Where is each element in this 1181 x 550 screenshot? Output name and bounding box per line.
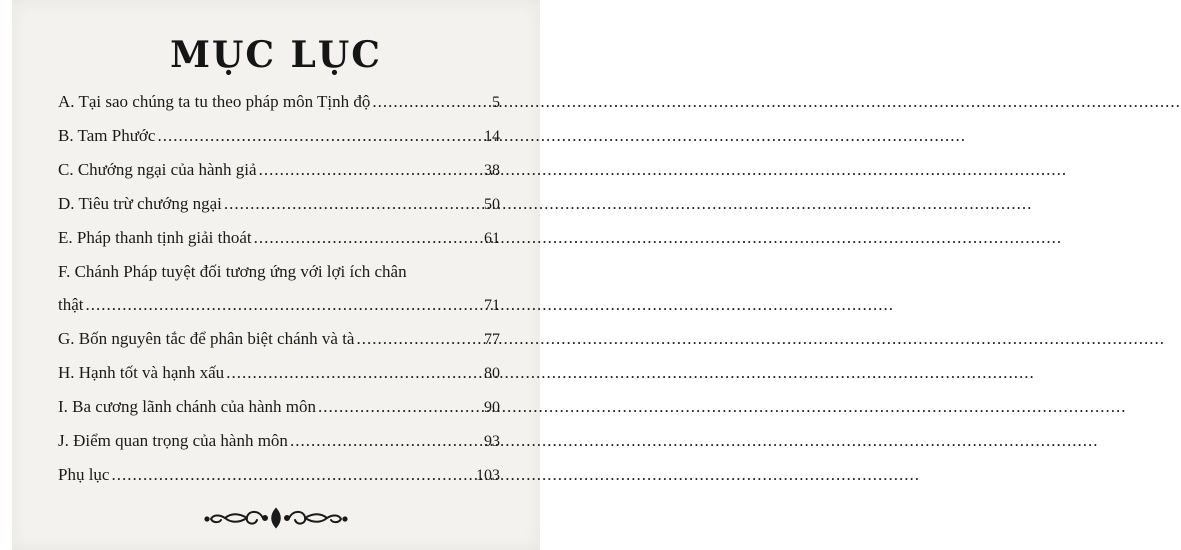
toc-entry-label: I. Ba cương lãnh chánh của hành môn — [58, 397, 317, 416]
toc-entry-label: G. Bốn nguyên tắc để phân biệt chánh và tà — [58, 329, 355, 348]
toc-entry-d — [58, 194, 500, 215]
toc-entry-page: 38 — [484, 162, 500, 179]
toc-entry-page: 93 — [484, 433, 500, 450]
page-title: MỤC LỤC — [170, 34, 382, 76]
toc-entry-label: B. Tam Phước — [58, 126, 156, 145]
toc-entry-label-line2: thật — [58, 295, 84, 314]
toc-entry-page: 5 — [492, 94, 500, 111]
leader-dots — [290, 431, 482, 451]
toc-entry-a — [58, 92, 500, 113]
toc-entry-e — [58, 228, 500, 249]
book-page — [12, 0, 540, 550]
toc-entry-page: 14 — [484, 128, 500, 145]
toc-entry-h — [58, 363, 500, 384]
toc-entry-label-line1: F. Chánh Pháp tuyệt đối tương ứng với lợi ích chân — [58, 262, 407, 281]
toc-entry-c — [58, 160, 500, 181]
leader-dots — [372, 92, 490, 112]
leader-dots — [224, 194, 482, 214]
toc-entry-label: Phụ lục — [58, 465, 110, 484]
toc-entry-page: 50 — [484, 196, 500, 213]
toc-entry-label: H. Hạnh tốt và hạnh xấu — [58, 363, 225, 382]
toc-entry-page: 80 — [484, 365, 500, 382]
toc-entry-label: D. Tiêu trừ chướng ngại — [58, 194, 222, 213]
scroll-flourish-icon — [12, 505, 540, 536]
toc-entry-page: 61 — [484, 230, 500, 247]
toc-entry-i — [58, 397, 500, 418]
toc-entry-appendix — [58, 465, 500, 486]
leader-dots — [356, 329, 482, 349]
leader-dots — [254, 228, 482, 248]
toc-entry-label: A. Tại sao chúng ta tu theo pháp môn Tịnh độ — [58, 92, 371, 111]
leader-dots — [318, 397, 482, 417]
leader-dots — [226, 363, 482, 383]
toc-entry-page: 71 — [484, 297, 500, 314]
table-of-contents — [58, 92, 500, 499]
toc-entry-j — [58, 431, 500, 452]
leader-dots — [111, 465, 474, 485]
leader-dots — [259, 160, 482, 180]
toc-entry-label: J. Điểm quan trọng của hành môn — [58, 431, 288, 450]
toc-entry-g — [58, 329, 500, 350]
toc-entry-b — [58, 126, 500, 147]
toc-entry-f — [58, 262, 500, 316]
leader-dots — [157, 126, 482, 146]
toc-entry-page: 90 — [484, 399, 500, 416]
toc-entry-page: 77 — [484, 331, 500, 348]
toc-entry-label: E. Pháp thanh tịnh giải thoát — [58, 228, 252, 247]
leader-dots — [86, 295, 483, 315]
toc-entry-label: C. Chướng ngại của hành giả — [58, 160, 257, 179]
toc-entry-page: 103 — [476, 467, 500, 484]
